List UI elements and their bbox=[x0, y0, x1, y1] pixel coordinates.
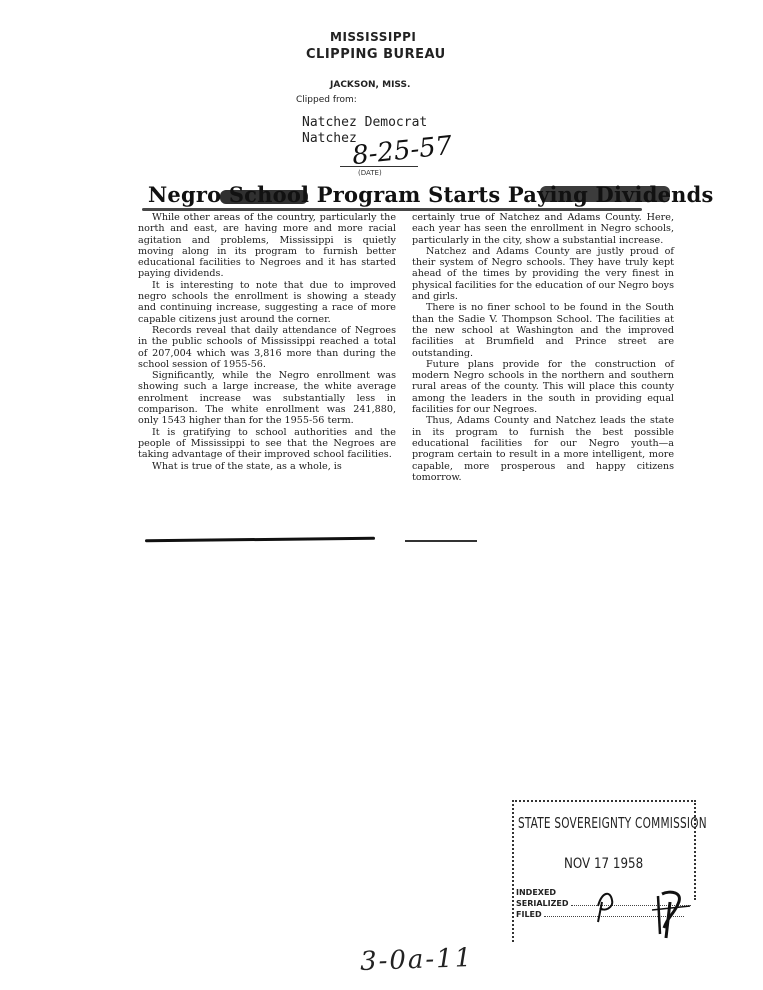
date-label: (DATE) bbox=[358, 169, 382, 177]
newspaper-name: Natchez Democrat bbox=[302, 115, 428, 130]
article-paragraph: It is gratifying to school authorities and the people of Mississippi to see that the Negroes are taking advantage of their improved school facilities. bbox=[138, 426, 396, 461]
stamp-filed-label: FILED bbox=[516, 910, 542, 919]
article-paragraph: Significantly, while the Negro enrollment was showing such a large increase, the white average enrolment increase was substantially less in comparison. The white enrollment was 241,880, only 1543 higher than for the 1955-56 term. bbox=[138, 370, 396, 427]
handwritten-initials-mark bbox=[592, 882, 692, 942]
article-paragraph: While other areas of the country, particularly the north and east, are having more and more racial agitation and problems, Mississippi is quietly moving along in its program to furnish better educational facilities to Negroes and it has started paying dividends. bbox=[138, 212, 396, 280]
article-headline: Negro School Program Starts Paying Dividends bbox=[148, 182, 714, 207]
newspaper-city: Natchez bbox=[302, 131, 357, 146]
stamp-border bbox=[512, 800, 514, 942]
article-paragraph: Records reveal that daily attendance of Negroes in the public schools of Mississippi reached a total of 207,004 which was 3,816 more than during the school session of 1955-56. bbox=[138, 324, 396, 370]
bureau-name-line1: MISSISSIPPI bbox=[330, 30, 417, 44]
article-paragraph: Thus, Adams County and Natchez leads the state in its program to furnish the best possible educational facilities for our Negro youth—a program certain to result in a more intelligent, more capable, more prosperous and happy citizens tomorrow. bbox=[412, 415, 674, 483]
column-end-rule bbox=[405, 540, 477, 542]
article-paragraph: Future plans provide for the construction of modern Negro schools in the northern and southern rural areas of the county. This will place this county among the leaders in the south in providing equal facilities for our Negroes. bbox=[412, 358, 674, 416]
article-column-2 bbox=[412, 212, 674, 483]
handwritten-file-number: 3-0a-11 bbox=[359, 943, 474, 977]
article-paragraph: There is no finer school to be found in the South than the Sadie V. Thompson School. The facilities at the new school at Washington and the improved facilities at Brumfield and Prince street are outstanding. bbox=[412, 302, 674, 359]
stamp-serialized-label: SERIALIZED bbox=[516, 899, 569, 908]
headline-block bbox=[140, 180, 714, 214]
stamp-border bbox=[512, 800, 696, 802]
clipped-from-label: Clipped from: bbox=[296, 95, 357, 105]
stamp-indexed-label: INDEXED bbox=[516, 888, 557, 897]
ink-smear bbox=[142, 208, 642, 211]
handwritten-date: 8-25-57 bbox=[350, 130, 454, 172]
column-end-rule bbox=[145, 537, 375, 542]
article-paragraph: What is true of the state, as a whole, is bbox=[152, 460, 342, 472]
bureau-name-line2: CLIPPING BUREAU bbox=[306, 47, 446, 62]
bureau-city: JACKSON, MISS. bbox=[330, 80, 411, 90]
stamp-date: NOV 17 1958 bbox=[564, 856, 644, 872]
article-paragraph: It is interesting to note that due to improved negro schools the enrollment is showing a steady and continuing increase, suggesting a race of more capable citizens just around the corner. bbox=[138, 279, 396, 325]
article-column-1 bbox=[138, 212, 396, 472]
stamp-title: STATE SOVEREIGNTY COMMISSION bbox=[518, 814, 707, 832]
commission-stamp bbox=[512, 800, 707, 942]
article-paragraph: certainly true of Natchez and Adams County. Here, each year has seen the enrollment in Negro schools, particularly in the city, show a substantial increase. bbox=[412, 212, 674, 246]
article-paragraph: Natchez and Adams County are justly proud of their system of Negro schools. They have truly kept ahead of the times by providing the very finest in physical facilities for the education of our Negro boys and girls. bbox=[412, 245, 674, 303]
date-underline bbox=[340, 166, 418, 167]
